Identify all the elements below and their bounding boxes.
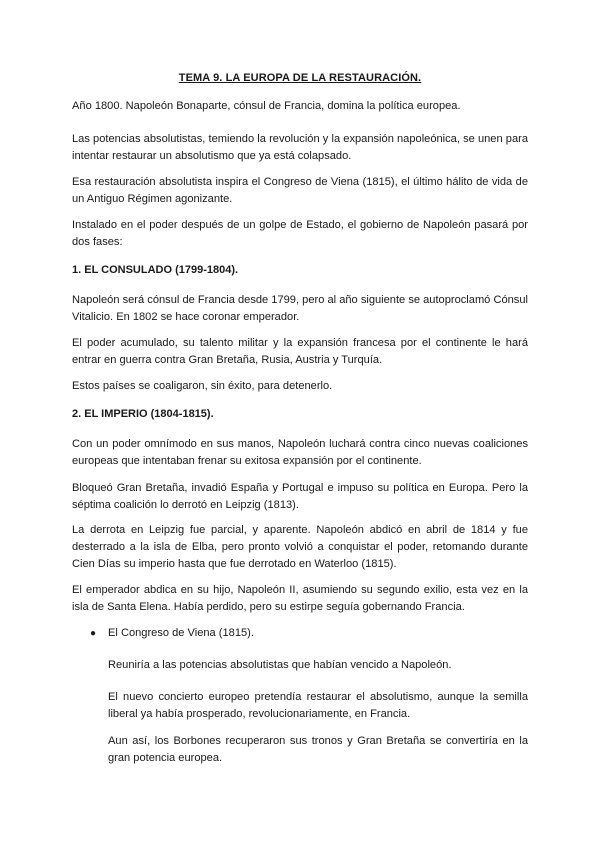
paragraph-leipzig: Bloqueó Gran Bretaña, invadió España y Portugal e impuso su política en Europa. Pero la séptima coalición lo derrotó en Leipzig (1813). <box>72 482 528 511</box>
paragraph-congress-vienna: Esa restauración absolutista inspira el Congreso de Viena (1815), el último hálito de vida de un Antiguo Régimen agonizante. <box>72 176 528 205</box>
paragraph-coalitions: Con un poder omnímodo en sus manos, Napoleón luchará contra cinco nuevas coaliciones europeas que intentaban frenar su exitosa expansión por el continente. <box>72 438 528 467</box>
paragraph-santa-elena: El emperador abdica en su hijo, Napoleón II, asumiendo su segundo exilio, esta vez en la isla de Santa Elena. Había perdido, pero su estirpe seguía gobernando Francia. <box>72 584 528 613</box>
paragraph-military-power: El poder acumulado, su talento militar y la expansión francesa por el continente le hará entrar en guerra contra Gran Bretaña, Rusia, Austria y Turquía. <box>72 337 528 366</box>
paragraph-consul: Napoleón será cónsul de Francia desde 1799, pero al año siguiente se autoproclamó Cónsul Vitalicio. En 1802 se hace coronar emperador. <box>72 294 528 323</box>
paragraph-intro: Año 1800. Napoleón Bonaparte, cónsul de Francia, domina la política europea. <box>72 100 461 112</box>
paragraph-coalition: Estos países se coaligaron, sin éxito, para detenerlo. <box>72 380 333 392</box>
bullet-icon: ● <box>90 628 97 639</box>
paragraph-two-phases: Instalado en el poder después de un golpe de Estado, el gobierno de Napoleón pasará por dos fases: <box>72 219 528 248</box>
section-heading-imperio: 2. EL IMPERIO (1804-1815). <box>72 408 214 420</box>
paragraph-bourbons: Aun así, los Borbones recuperaron sus tronos y Gran Bretaña se convertiría en la gran potencia europea. <box>108 735 528 764</box>
paragraph-new-concert: El nuevo concierto europeo pretendía restaurar el absolutismo, aunque la semilla liberal ya había prosperado, revolucionariamente, en Francia. <box>108 691 528 720</box>
section-heading-consulado: 1. EL CONSULADO (1799-1804). <box>72 264 239 276</box>
page-title: TEMA 9. LA EUROPA DE LA RESTAURACIÓN. <box>178 72 422 84</box>
paragraph-meeting-powers: Reuniría a las potencias absolutistas que habían vencido a Napoleón. <box>108 659 452 671</box>
list-item-congress-vienna: El Congreso de Viena (1815). <box>108 627 254 639</box>
paragraph-absolutist-powers: Las potencias absolutistas, temiendo la revolución y la expansión napoleónica, se unen para intentar restaurar un absolutismo que ya está colapsado. <box>72 133 528 162</box>
paragraph-waterloo: La derrota en Leipzig fue parcial, y aparente. Napoleón abdicó en abril de 1814 y fue desterrado a la isla de Elba, pero pronto volvió a conquistar el poder, retomando durante Cien Días su imperio hasta que fue derrotado en Waterloo (1815). <box>72 524 528 570</box>
